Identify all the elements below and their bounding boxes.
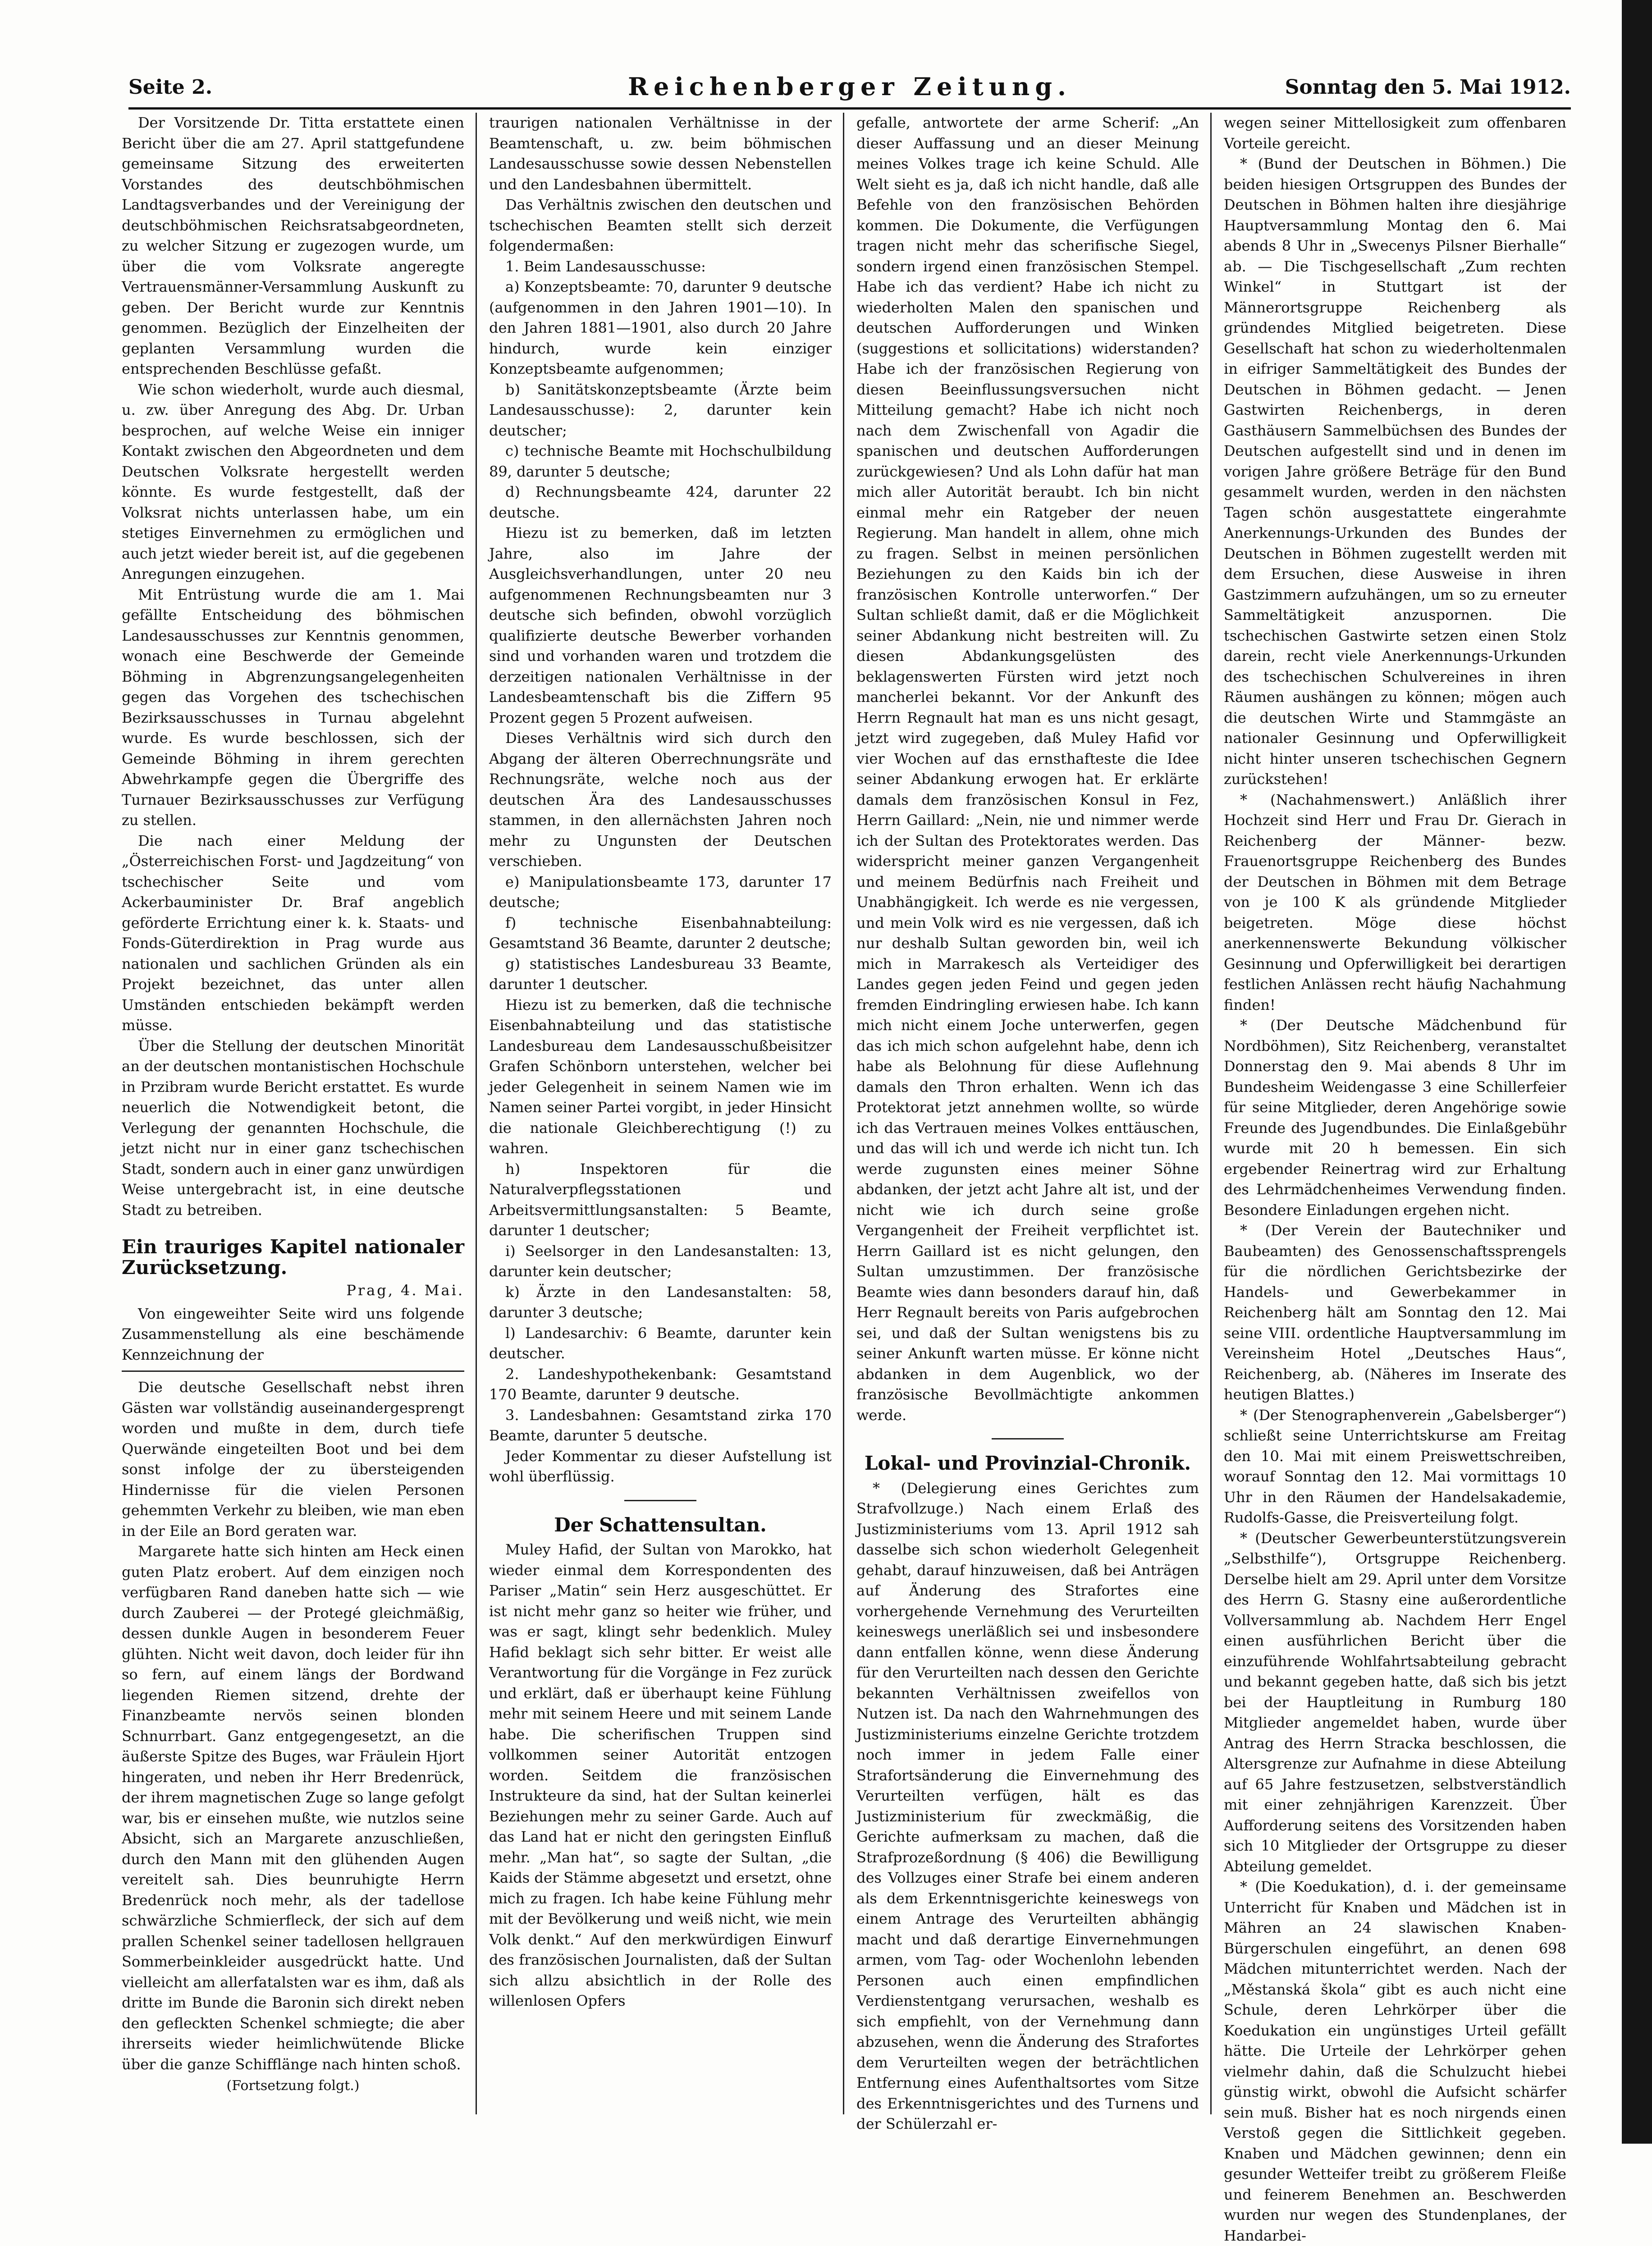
- article-paragraph: Über die Stellung der deutschen Minorität an der deutschen montanistischen Hochschule in Przibram wurde Bericht erstattet. Es wurde neuerlich die Notwendigkeit betont, die Verlegung der genannten Hochschule, die jetzt nicht nur in einer ganz tschechischen Stadt, sondern auch in einer ganz unwürdigen Weise untergebracht ist, in eine deutsche Stadt zu betreiben.: [122, 1037, 464, 1219]
- newspaper-title: Reichenberger Zeitung.: [628, 72, 1071, 101]
- column-divider: [843, 113, 844, 2114]
- list-item: c) technische Beamte mit Hochschulbildung 89, darunter 5 deutsche;: [489, 442, 832, 480]
- news-item: * (Der Deutsche Mädchenbund für Nordböhmen), Sitz Reichenberg, veranstaltet Donnerstag den 9. Mai abends 8 Uhr im Bundesheim Weidengasse 3 eine Schillerfeier für seine Mitglieder, deren Angehörige sowie Freunde des Jugendbundes. Die Einlaßgebühr wurde mit 20 h bemessen. Ein sich ergebender Reinertrag wird zur Erhaltung des Lehrmädchenheimes Verwendung finden. Besondere Einladungen ergehen nicht.: [1224, 1017, 1566, 1219]
- continuation-note: (Fortsetzung folgt.): [226, 2078, 360, 2094]
- article-paragraph: Wie schon wiederholt, wurde auch diesmal, u. zw. über Anregung des Abg. Dr. Urban besprochen, auf welche Weise ein inniger Kontakt zwischen den Abgeordneten und dem Deutschen Volksrate hergestellt werden könnte. Es wurde festgestellt, daß der Volksrat nichts unterlassen habe, um ein stetiges Einvernehmen zu ermöglichen und auch jetzt wieder bereit ist, auf die gegebenen Anregungen einzugehen.: [122, 380, 464, 582]
- list-item: h) Inspektoren für die Naturalverpflegsstationen und Arbeitsvermittlungsanstalten: 5 Beamte, darunter 1 deutscher;: [489, 1160, 832, 1239]
- article-headline: Ein trauriges Kapitel nationaler Zurücksetzung.: [122, 1236, 464, 1279]
- article-paragraph: Muley Hafid, der Sultan von Marokko, hat wieder einmal dem Korrespondenten des Pariser „Matin“ sein Herz ausgeschüttet. Er ist nicht mehr ganz so heiter wie früher, und was er sagt, klingt sehr bedenklich. Muley Hafid beklagt sich sehr bitter. Er weist alle Verantwortung für die Vorgänge in Fez zurück und erklärt, daß er überhaupt keine Fühlung mehr mit seinem Heere und mit seinem Lande habe. Die scherifischen Truppen sind vollkommen seiner Autorität entzogen worden. Seitdem die französischen Instrukteure da sind, hat der Sultan keinerlei Beziehungen mehr zu seiner Garde. Auch auf das Land hat er nicht den geringsten Einfluß mehr. „Man hat“, so sagte der Sultan, „die Kaids der Stämme abgesetzt und ersetzt, ohne mich zu fragen. Ich habe keine Fühlung mehr mit der Bevölkerung und weiß nicht, wie mein Volk denkt.“ Auf den merkwürdigen Einwurf des französischen Journalisten, daß der Sultan sich allzu absichtlich in der Rolle des willenlosen Opfers: [489, 1541, 832, 2009]
- list-item: f) technische Eisenbahnabteilung: Gesamtstand 36 Beamte, darunter 2 deutsche;: [489, 914, 832, 952]
- list-item: d) Rechnungsbeamte 424, darunter 22 deutsche.: [489, 483, 832, 521]
- list-item: e) Manipulationsbeamte 173, darunter 17 deutsche;: [489, 873, 832, 911]
- article-paragraph: Hiezu ist zu bemerken, daß die technische Eisenbahnabteilung und das statistische Landesbureau dem Landesausschußbeisitzer Grafen Schönborn unterstehen, welcher bei jeder Gelegenheit in seinem Namen wie im Namen seiner Partei vorgibt, in jeder Hinsicht die nationale Gleichberechtigung (!) zu wahren.: [489, 996, 832, 1157]
- column-divider: [1210, 113, 1212, 2114]
- list-item: b) Sanitätskonzeptsbeamte (Ärzte beim Landesausschusse): 2, darunter kein deutscher;: [489, 380, 832, 439]
- news-item: * (Der Verein der Bautechniker und Baubeamten) des Genossenschaftssprengels für die nördlichen Gerichtsbezirke der Handels- und Gewerbekammer in Reichenberg hält am Sonntag den 12. Mai seine VIII. ordentliche Hauptversammlung im Vereinsheim Hotel „Deutsches Haus“, Reichenberg, ab. (Näheres im Inserate des heutigen Blattes.): [1224, 1222, 1566, 1403]
- list-item: a) Konzeptsbeamte: 70, darunter 9 deutsche (aufgenommen in den Jahren 1901—10). In den Jahren 1881—1901, also durch 20 Jahre hindurch, wurde kein einziger Konzeptsbeamte aufgenommen;: [489, 278, 832, 377]
- article-paragraph: Das Verhältnis zwischen den deutschen und tschechischen Beamten stellt sich derzeit folgendermaßen:: [489, 196, 832, 254]
- article-paragraph: Die nach einer Meldung der „Österreichischen Forst- und Jagdzeitung“ von tschechischer Seite und vom Ackerbauminister Dr. Braf angeblich geförderte Errichtung einer k. k. Staats- und Fonds-Güterdirektion in Prag wurde aus nationalen und sachlichen Gründen als ein Projekt bezeichnet, das unter allen Umständen entschieden bekämpft werden müsse.: [122, 832, 464, 1034]
- column-1: [122, 113, 464, 2114]
- list-heading: 1. Beim Landesausschusse:: [505, 257, 706, 275]
- dateline: Prag, 4. Mai.: [346, 1282, 464, 1299]
- list-item: 3. Landesbahnen: Gesamtstand zirka 170 Beamte, darunter 5 deutsche.: [489, 1406, 832, 1444]
- header-rule: [128, 107, 1571, 110]
- news-item: * (Delegierung eines Gerichtes zum Strafvollzuge.) Nach einem Erlaß des Justizministeriums vom 13. April 1912 sah dasselbe sich schon wiederholt Gelegenheit gehabt, darauf hinzuweisen, daß bei Anträgen auf Änderung des Strafortes eine vorhergehende Vernehmung des Verurteilten keineswegs unerläßlich sei und insbesondere dann entfallen könne, wenn diese Änderung für den Verurteilten nach dessen den Gerichte bekannten Verhältnissen zweifellos von Nutzen ist. Da nach den Wahrnehmungen des Justizministeriums einzelne Gerichte trotzdem noch immer in jedem Falle einer Strafortsänderung die Einvernehmung des Verurteilten verfügen, hält es das Justizministerium für zweckmäßig, die Gerichte aufmerksam zu machen, daß die Strafprozeßordnung (§ 406) die Bewilligung des Vollzuges einer Strafe bei einem anderen als dem Erkenntnisgerichte keineswegs von einem Antrage des Verurteilten abhängig macht und daß derartige Einvernehmungen armen, vom Tag- oder Wochenlohn lebenden Personen auch einen empfindlichen Verdienstentgang verursachen, weshalb es sich empfiehlt, von der Vernehmung dann abzusehen, wenn die Änderung des Strafortes dem Verurteilten wegen der beträchtlichen Entfernung eines Aufenthaltsortes vom Sitze des Erkenntnisgerichtes und des Turnens und der Schülerzahl er-: [856, 1479, 1199, 2132]
- column-divider: [476, 113, 477, 2114]
- list-item: k) Ärzte in den Landesanstalten: 58, darunter 3 deutsche;: [489, 1283, 832, 1321]
- list-item: l) Landesarchiv: 6 Beamte, darunter kein deutscher.: [489, 1324, 832, 1362]
- news-item: * (Die Koedukation), d. i. der gemeinsame Unterricht für Knaben und Mädchen ist in Mähren an 24 slawischen Knaben-Bürgerschulen eingeführt, an denen 698 Mädchen mitunterrichtet werden. Nach der „Městanská škola“ gibt es auch nicht eine Schule, deren Lehrkörper über die Koedukation ein ungünstiges Urteil gefällt hätte. Die Urteile der Lehrkörper gehen vielmehr dahin, daß die Schulzucht hiebei günstig wirkt, obwohl die Aufsicht schärfer sein muß. Bisher hat es noch nirgends einen Verstoß gegen die Sittlichkeit gegeben. Knaben und Mädchen gewinnen; denn ein gesunder Wetteifer treibt zu größerem Fleiße und feinerem Benehmen an. Beschwerden wurden nur wegen des Stundenplanes, der Handarbei-: [1224, 1878, 1566, 2244]
- article-paragraph: Hiezu ist zu bemerken, daß im letzten Jahre, also im Jahre der Ausgleichsverhandlungen, unter 20 neu aufgenommenen Rechnungsbeamten nur 3 deutsche sich befinden, obwohl vorzüglich qualifizierte deutsche Bewerber vorhanden sind und vorhanden waren und trotzdem die derzeitigen nationalen Verhältnisse in der Landesbeamtenschaft bis die Ziffern 95 Prozent gegen 5 Prozent aufweisen.: [489, 524, 832, 726]
- news-item: * (Bund der Deutschen in Böhmen.) Die beiden hiesigen Ortsgruppen des Bundes der Deutschen in Böhmen halten ihre diesjährige Hauptversammlung Montag den 6. Mai abends 8 Uhr in „Swecenys Pilsner Bierhalle“ ab. — Die Tischgesellschaft „Zum rechten Winkel“ in Stuttgart ist der Männerortsgruppe Reichenberg als gründendes Mitglied beigetreten. Diese Gesellschaft hat schon zu wiederholtenmalen in eifriger Sammeltätigkeit des Bundes der Deutschen in Böhmen gedacht. — Jenen Gastwirten Reichenbergs, in deren Gasthäusern Sammelbüchsen des Bundes der Deutschen aufgestellt sind und in denen im vorigen Jahre größere Beträge für den Bund gesammelt wurden, werden in den nächsten Tagen schön ausgestattete eingerahmte Anerkennungs-Urkunden des Bundes der Deutschen in Böhmen zugestellt werden mit dem Ersuchen, diese Ausweise in ihren Gastzimmern aufzuhängen, um so zu erneuter Sammeltätigkeit anzuspornen. Die tschechischen Gastwirte setzen einen Stolz darein, recht viele Anerkennungs-Urkunden des tschechischen Schulvereines in ihren Räumen aushängen zu können; mögen auch die deutschen Wirte und Stammgäste an nationaler Gesinnung und Opferwilligkeit nicht hinter unseren tschechischen Gegnern zurückstehen!: [1224, 155, 1566, 788]
- article-paragraph: Dieses Verhältnis wird sich durch den Abgang der älteren Oberrechnungsräte und Rechnungsräte, welche noch aus der deutschen Ära des Landesausschusses stammen, in den allernächsten Jahren noch mehr zu Ungunsten der Deutschen verschieben.: [489, 729, 832, 870]
- article-paragraph: Mit Entrüstung wurde die am 1. Mai gefällte Entscheidung des böhmischen Landesausschusses zur Kenntnis genommen, wonach eine Beschwerde der Gemeinde Böhming in Abgrenzungsangelegenheiten gegen das Vorgehen des tschechischen Bezirksausschusses in Turnau abgelehnt wurde. Es wurde beschlossen, sich der Gemeinde Böhming in ihrem gerechten Abwehrkampfe gegen die Übergriffe des Turnauer Bezirksausschusses zur Verfügung zu stellen.: [122, 586, 464, 829]
- article-headline: Der Schattensultan.: [554, 1513, 767, 1536]
- news-item: * (Nachahmenswert.) Anläßlich ihrer Hochzeit sind Herr und Frau Dr. Gierach in Reichenberg der Männer- bezw. Frauenortsgruppe Reichenberg des Bundes der Deutschen in Böhmen mit dem Betrage von je 100 K als gründende Mitglieder beigetreten. Möge diese höchst anerkennenswerte Bekundung völkischer Gesinnung und Opferwilligkeit bei derartigen festlichen Anlässen recht häufig Nachahmung finden!: [1224, 791, 1566, 1013]
- news-item: wegen seiner Mittellosigkeit zum offenbaren Vorteile gereicht.: [1224, 114, 1566, 152]
- section-rule: [992, 1438, 1064, 1439]
- section-rule: [624, 1500, 696, 1501]
- list-item: g) statistisches Landesbureau 33 Beamte, darunter 1 deutscher.: [489, 955, 832, 993]
- feuilleton-rule: [122, 1371, 464, 1372]
- article-paragraph: Von eingeweihter Seite wird uns folgende Zusammenstellung als eine beschämende Kennzeichnung der: [122, 1305, 464, 1363]
- page-header: [128, 72, 1571, 104]
- page-number: Seite 2.: [128, 76, 213, 99]
- section-headline: Lokal- und Provinzial-Chronik.: [864, 1452, 1191, 1474]
- article-paragraph: gefalle, antwortete der arme Scherif: „An dieser Auffassung und an dieser Meinung meines Volkes trage ich keine Schuld. Alle Welt sieht es ja, daß ich nicht handle, daß alle Befehle von den französischen Behörden kommen. Die Dokumente, die Verfügungen tragen nicht mehr das scherifische Siegel, sondern irgend einen französischen Stempel. Habe ich das verdient? Habe ich nicht zu wiederholten Malen den spanischen und deutschen Aufforderungen und Winken (suggestions et sollicitations) widerstanden? Habe ich der französischen Regierung von diesen Beeinflussungsversuchen nicht Mitteilung gemacht? Habe ich nicht noch nach dem Zwischenfall von Agadir die spanischen und deutschen Aufforderungen zurückgewiesen? Und als Lohn dafür hat man mich aller Autorität beraubt. Ich bin nicht einmal mehr ein Ratgeber der neuen Regierung. Man handelt in allem, ohne mich zu fragen. Selbst in meinen persönlichen Beziehungen zu den Kaids bin ich der französischen Kontrolle unterworfen.“ Der Sultan schließt damit, daß er die Möglichkeit seiner Abdankung nicht bestreiten will. Zu diesen Abdankungsgelüsten des beklagenswerten Fürsten wird jetzt noch mancherlei bekannt. Vor der Ankunft des Herrn Regnault hat man es uns nicht gesagt, jetzt wird zugegeben, daß Muley Hafid vor vier Wochen auf das ernsthafteste die Idee seiner Abdankung erwogen hat. Er erklärte damals dem französischen Konsul in Fez, Herrn Gaillard: „Nein, nie und nimmer werde ich der Sultan des Protektorates werden. Das widerspricht meiner ganzen Vergangenheit und meinem Bedürfnis nach Freiheit und Unabhängigkeit. Ich werde es nie vergessen, und mein Volk wird es nie vergessen, daß ich nur deshalb Sultan geworden bin, weil ich mich in Marrakesch als Verteidiger des Landes gegen jeden Feind und gegen jeden fremden Eindringling erwiesen habe. Ich kann mich nicht einem Joche unterwerfen, gegen das ich mich schon aufgelehnt habe, denn ich habe als Belohnung für diese Auflehnung damals den Thron erhalten. Wenn ich das Protektorat jetzt annehmen wollte, so würde ich das Vertrauen meines Volkes enttäuschen, und das will ich und werde ich nicht tun. Ich werde zugunsten eines meiner Söhne abdanken, der jetzt acht Jahre alt ist, und der nicht wie ich durch seine große Vergangenheit der Freiheit verpflichtet ist. Herrn Gaillard ist es nicht gelungen, den Sultan umzustimmen. Der französische Beamte wies dann besonders darauf hin, daß Herr Regnault bereits von Paris aufgebrochen sei, und daß der Sultan wenigstens bis zu seiner Ankunft warten müsse. Er könne nicht abdanken in dem Augenblick, wo der französische Bevollmächtigte ankommen werde.: [856, 114, 1199, 1424]
- article-paragraph: Der Vorsitzende Dr. Titta erstattete einen Bericht über die am 27. April stattgefundene gemeinsame Sitzung des erweiterten Vorstandes des deutschböhmischen Landtagsverbandes und der Vereinigung der deutschböhmischen Reichsratsabgeordneten, zu welcher Sitzung er zugezogen wurde, um über die vom Volksrate angeregte Vertrauensmänner-Versammlung Auskunft zu geben. Der Bericht wurde zur Kenntnis genommen. Bezüglich der Einzelheiten der geplanten Versammlung wurden die entsprechenden Beschlüsse gefaßt.: [122, 114, 464, 377]
- news-item: * (Deutscher Gewerbeunterstützungsverein „Selbsthilfe“), Ortsgruppe Reichenberg. Derselbe hielt am 29. April unter dem Vorsitze des Herrn G. Stasny eine außerordentliche Vollversammlung ab. Nachdem Herr Engel einen ausführlichen Bericht über die einzuführende Wohlfahrtsabteilung gebracht und bekannt gegeben hatte, daß sich bis jetzt bei der Hauptleitung in Rumburg 180 Mitglieder angemeldet haben, wurde über Antrag des Herrn Stracka beschlossen, die Altersgrenze zur Aufnahme in diese Abteilung auf 65 Jahre festzusetzen, selbstverständlich mit einer zehnjährigen Karenzzeit. Über Aufforderung seitens des Vorsitzenden haben sich 10 Mitglieder der Ortsgruppe zu dieser Abteilung gemeldet.: [1224, 1529, 1566, 1875]
- column-2: [489, 113, 832, 2114]
- article-paragraph: Jeder Kommentar zu dieser Aufstellung ist wohl überflüssig.: [489, 1447, 832, 1485]
- scan-edge: [1622, 0, 1652, 2144]
- article-paragraph: traurigen nationalen Verhältnisse in der Beamtenschaft, u. zw. beim böhmischen Landesausschusse sowie dessen Nebenstellen und den Landesbahnen übermittelt.: [489, 114, 832, 193]
- issue-date: Sonntag den 5. Mai 1912.: [1285, 76, 1571, 99]
- column-4: [1224, 113, 1566, 2244]
- feuilleton-paragraph: Margarete hatte sich hinten am Heck einen guten Platz erobert. Auf dem einzigen noch verfügbaren Rand daneben hatte sich — wie durch Zauberei — der Protegé gleichmäßig, dessen dunkle Augen in besonderem Feuer glühten. Nicht weit davon, doch leider für ihn so fern, auf einem längs der Bordwand liegenden Riemen sitzend, drehte der Finanzbeamte nervös seinen blonden Schnurrbart. Ganz entgegengesetzt, an die äußerste Spitze des Buges, war Fräulein Hjort hingeraten, und neben ihr Herr Bredenrück, der ihrem magnetischen Zuge so lange gefolgt war, bis er einsehen mußte, wie nutzlos seine Absicht, sich an Margarete anzuschließen, durch den Mann mit den glühenden Augen vereitelt sah. Dies beunruhigte Herrn Bredenrück noch mehr, als der tadellose schwärzliche Schmierfleck, der sich auf dem prallen Schenkel seiner tadellosen hellgrauen Sommerbeinkleider ausgedrückt hatte. Und vielleicht am allerfatalsten war es ihm, daß als dritte im Bunde die Baronin sich direkt neben den gefleckten Schenkel schmiegte; die aber ihrerseits wieder heimlichwütende Blicke über die ganze Schifflänge nach hinten schoß.: [122, 1543, 464, 2073]
- list-item: 2. Landeshypothekenbank: Gesamtstand 170 Beamte, darunter 9 deutsche.: [489, 1365, 832, 1403]
- news-item: * (Der Stenographenverein „Gabelsberger“) schließt seine Unterrichtskurse am Freitag den 10. Mai mit einem Preiswettschreiben, worauf Sonntag den 12. Mai vormittags 10 Uhr in den Räumen der Handelsakademie, Rudolfs-Gasse, die Preisverteilung folgt.: [1224, 1406, 1566, 1526]
- column-3: [856, 113, 1199, 2132]
- list-item: i) Seelsorger in den Landesanstalten: 13, darunter kein deutscher;: [489, 1242, 832, 1280]
- feuilleton-paragraph: Die deutsche Gesellschaft nebst ihren Gästen war vollständig auseinandergesprengt worden und mußte in dem, durch tiefe Querwände eingeteilten Boot und bei dem sonst infolge der zu übersteigenden Hindernisse für die vielen Personen gehemmten Verkehr zu bleiben, wie man eben in der Eile an Bord geraten war.: [122, 1379, 464, 1540]
